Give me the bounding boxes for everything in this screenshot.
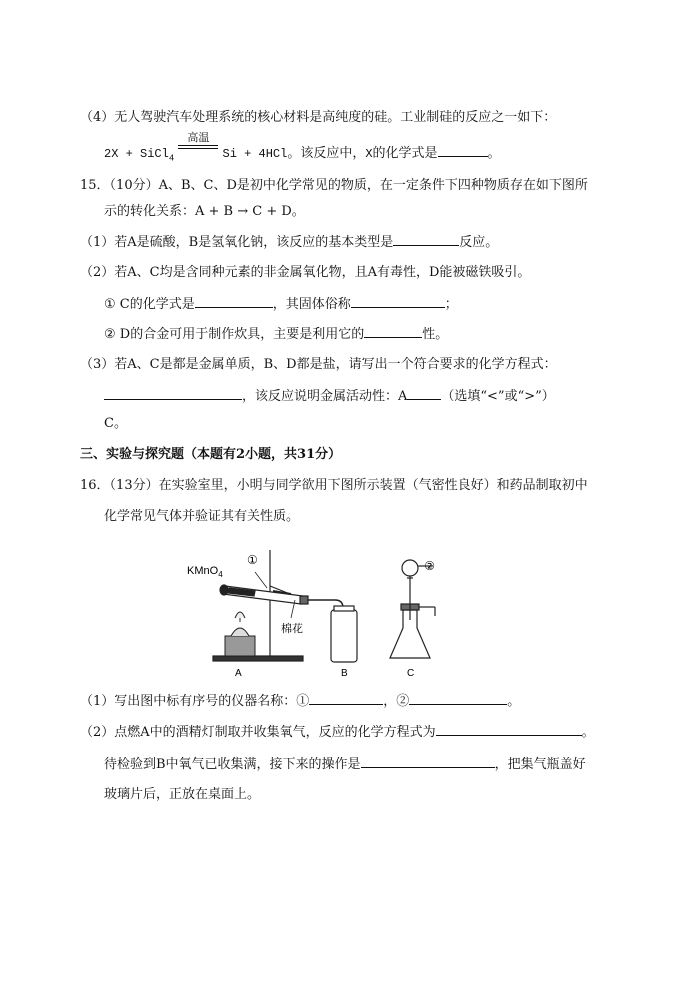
q16-part2-line2 (104, 755, 586, 774)
apparatus-figure (185, 548, 440, 678)
answer-blank[interactable] (393, 233, 459, 246)
q15-stem-line1: 15．（10分）A、B、C、D是初中化学常见的物质，在一定条件下四种物质存在如下图所 (80, 178, 588, 193)
q16-part1 (80, 692, 520, 711)
answer-blank[interactable] (436, 723, 582, 736)
gas-bottle (331, 606, 357, 662)
q15-part2-1-text: ① C的化学式是 (104, 297, 195, 312)
answer-blank[interactable] (104, 387, 242, 400)
q16-part2 (80, 723, 595, 742)
alcohol-lamp (225, 612, 255, 656)
label-mark2: ② (424, 559, 435, 573)
section3-title: 三、实验与探究题（本题有2小题，共31分） (80, 447, 342, 462)
answer-blank[interactable] (195, 295, 273, 308)
q15-part3-hint: （选填“<”或“>”） (441, 389, 555, 404)
answer-blank[interactable] (351, 295, 445, 308)
equation-right: Si + 4HCl (222, 147, 288, 161)
q15-part3-mid: ，该反应说明金属活动性：A (242, 389, 408, 404)
equation-left: 2X + SiCl (104, 147, 169, 161)
q16-stem-line1: 16．（13分）在实验室里，小明与同学欲用下图所示装置（气密性良好）和药品制取初中 (80, 478, 588, 493)
equation-end: 。 (487, 146, 501, 161)
q16-part2-line3: 玻璃片后，正放在桌面上。 (104, 787, 261, 802)
q16-part1-mid: ，② (383, 694, 410, 709)
label-cotton: 棉花 (281, 622, 303, 635)
q15-part2-1-end: ； (444, 297, 458, 312)
q15-part2-2-text: ② D的合金可用于制作炊具，主要是利用它的 (104, 327, 365, 342)
q16-part1-end: 。 (507, 694, 521, 709)
q16-part2-text: （2）点燃A中的酒精灯制取并收集氧气，反应的化学方程式为 (80, 725, 436, 740)
q15-part2-1-mid: ，其固体俗称 (272, 297, 351, 312)
answer-blank[interactable] (407, 387, 441, 400)
q15-part1-text: （1）若A是硫酸，B是氢氧化钠，该反应的基本类型是 (80, 235, 394, 250)
q15-stem-line2: 示的转化关系：A + B → C + D。 (104, 204, 305, 219)
equation-subscript: 4 (168, 153, 175, 164)
label-c: C (407, 668, 415, 678)
q15-part3: （3）若A、C是都是金属单质，B、D都是盐，请写出一个符合要求的化学方程式： (80, 357, 557, 372)
equation-tail-a: 。该反应中， (287, 146, 366, 161)
q15-part3-line2 (104, 387, 555, 406)
q15-part2-2 (104, 325, 448, 344)
answer-blank[interactable] (309, 692, 383, 705)
q15-part1 (80, 233, 498, 252)
answer-blank[interactable] (438, 144, 488, 157)
reaction-condition-equals (178, 131, 218, 157)
q15-part2-2-tail: 性。 (422, 327, 449, 342)
q16-part2-line2-text: 待检验到B中氧气已收集满，接下来的操作是 (104, 757, 361, 772)
q15-part3-line3: C。 (104, 416, 127, 431)
conical-flask (390, 604, 435, 658)
equation-tail-b: X (365, 147, 373, 161)
answer-blank[interactable] (361, 755, 495, 768)
apparatus-diagram (185, 548, 440, 678)
label-b: B (341, 668, 348, 678)
q15-part1-tail: 反应。 (459, 235, 499, 250)
q16-part2-line2-tail: ，把集气瓶盖好 (494, 757, 586, 772)
q14-4-line1: （4）无人驾驶汽车处理系统的核心材料是高纯度的硅。工业制硅的反应之一如下： (80, 110, 557, 125)
q14-4-equation-line (104, 131, 501, 168)
answer-blank[interactable] (364, 325, 422, 338)
equation-tail-c: 的化学式是 (372, 146, 438, 161)
q15-part2-1 (104, 295, 458, 314)
q16-stem-line2: 化学常见气体并验证其有关性质。 (104, 509, 300, 524)
reaction-condition: 高温 (187, 131, 210, 144)
q16-part2-end: 。 (581, 725, 595, 740)
label-mark1: ① (247, 553, 258, 567)
label-kmno4: KMnO$_4$ (187, 565, 223, 579)
label-a: A (235, 668, 242, 678)
answer-blank[interactable] (409, 692, 507, 705)
q16-part1-text: （1）写出图中标有序号的仪器名称：① (80, 694, 310, 709)
q15-part2: （2）若A、C均是含同种元素的非金属氧化物，且A有毒性，D能被磁铁吸引。 (80, 265, 531, 280)
